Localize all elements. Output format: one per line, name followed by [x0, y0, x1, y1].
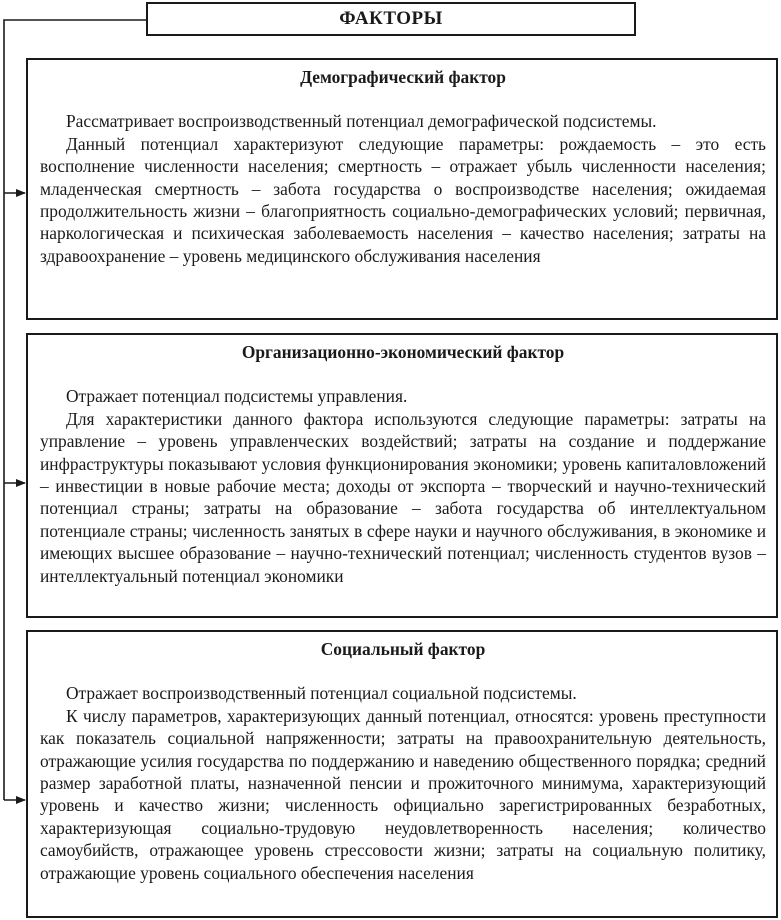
factor-parameters: Для характеристики данного фактора используются следующие параметры: затраты на управление – уровень управленческих воздействий; затраты на создание и поддержание инфраструктуры показывают условия функционирования экономики; уровень капиталовложений – инвестиции в новые рабочие места; доходы от экспорта – творческий и научно-технический потенциал страны; затраты на образование – забота государства об интеллектуальном потенциале страны; численность занятых в сфере науки и научного обслуживания, в экономике и имеющих высшее образование – научно-технический потенциал; численность студентов вузов – интеллектуальный потенциал экономики: [40, 408, 766, 586]
factor-title: Организационно-экономический фактор: [241, 342, 565, 362]
factor-title: Демографический фактор: [300, 67, 506, 87]
social-factor-box: [26, 630, 778, 918]
factor-text: [40, 110, 766, 267]
demographic-factor-box: [26, 58, 778, 320]
factor-title: Социальный фактор: [320, 639, 486, 659]
factor-parameters: Данный потенциал характеризуют следующие параметры: рождаемость – это есть восполнение численности населения; смертность – отражает убыль численности населения; младенческая смертность – забота государства о воспроизводстве населения; ожидаемая продолжительность жизни – благоприятность социально-демографических условий; первичная, наркологическая и психическая заболеваемость населения – качество населения; затраты на здравоохранение – уровень медицинского обслуживания населения: [40, 133, 766, 266]
factor-text: [40, 682, 766, 884]
factor-summary: Отражает потенциал подсистемы управления.: [66, 386, 408, 407]
factor-text: [40, 385, 766, 587]
organizational-economic-factor-box: [26, 333, 778, 618]
factor-summary: Отражает воспроизводственный потенциал социальной подсистемы.: [66, 683, 577, 704]
factor-parameters: К числу параметров, характеризующих данный потенциал, относятся: уровень преступности как показатель социальной напряженности; затраты на правоохранительную деятельность, отражающие усилия государства по поддержанию и наведению общественного порядка; средний размер заработной платы, назначенной пенсии и прожиточного минимума, характеризующий уровень и качество жизни; численность официально зарегистрированных безработных, характеризующая социально-трудовую неудовлетворенность населения; количество самоубийств, отражающее уровень стрессовости жизни; затраты на социальную политику, отражающие уровень социального обеспечения населения: [40, 705, 766, 883]
diagram-title: ФАКТОРЫ: [146, 2, 636, 36]
factor-summary: Рассматривает воспроизводственный потенциал демографической подсистемы.: [66, 111, 657, 132]
